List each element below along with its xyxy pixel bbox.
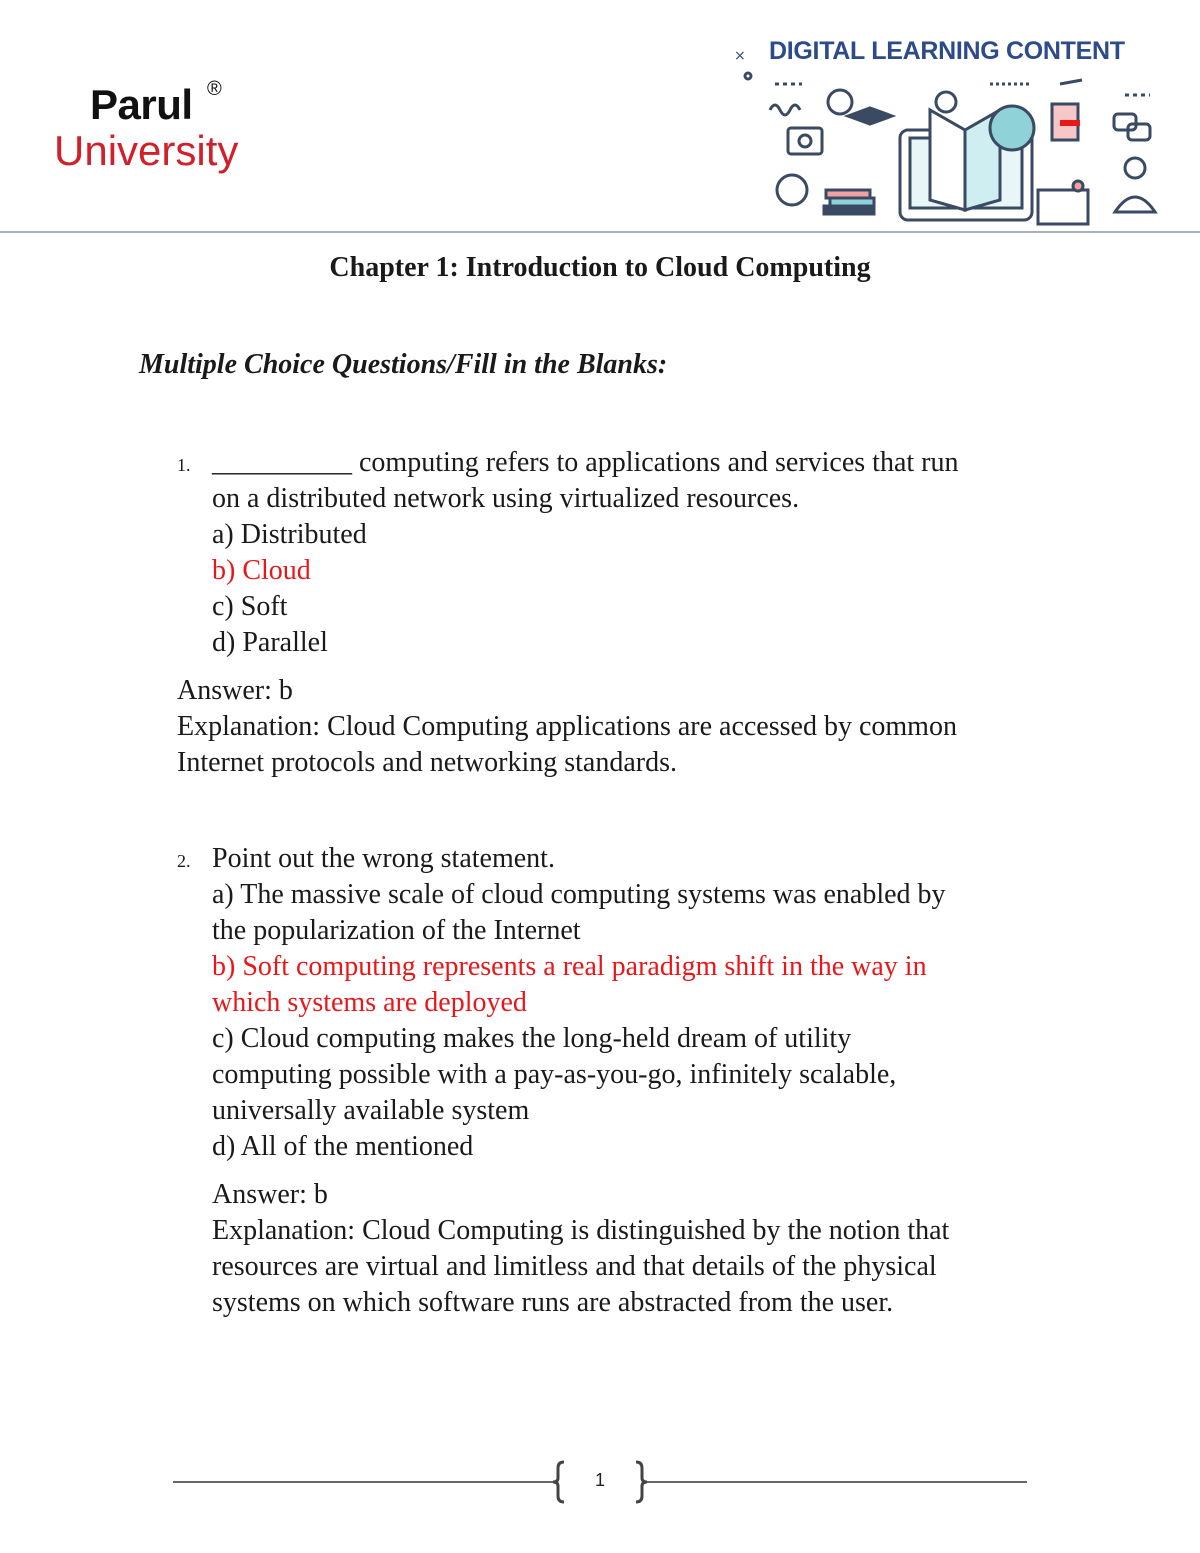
option-d: d) Parallel xyxy=(212,627,328,658)
option-c: c) Cloud computing makes the long-held dream of utility xyxy=(212,1023,852,1054)
footer-rule-left xyxy=(173,1481,555,1483)
explanation-line: resources are virtual and limitless and that details of the physical xyxy=(212,1251,937,1282)
question-stem-line: __________ computing refers to applications and services that run xyxy=(212,447,959,478)
question-stem-line: Point out the wrong statement. xyxy=(212,843,555,874)
logo-mark-icon xyxy=(52,84,90,128)
option-b-correct: b) Soft computing represents a real paradigm shift in the way in xyxy=(212,951,927,982)
option-c: computing possible with a pay-as-you-go, infinitely scalable, xyxy=(212,1059,897,1090)
section-heading: Multiple Choice Questions/Fill in the Blanks: xyxy=(139,349,668,380)
question-1 xyxy=(212,445,958,661)
option-b-correct: which systems are deployed xyxy=(212,987,527,1018)
page-number: 1 xyxy=(594,1470,605,1490)
left-brace-icon xyxy=(550,1460,568,1504)
explanation-line: Internet protocols and networking standards. xyxy=(177,747,677,778)
digital-learning-illustration-icon xyxy=(730,40,1160,230)
question-2 xyxy=(212,841,946,1165)
logo-registered-mark: ® xyxy=(207,78,222,100)
logo-name: Parul xyxy=(90,81,193,128)
answer: Answer: b xyxy=(212,1179,328,1210)
option-b-correct: b) Cloud xyxy=(212,555,311,586)
option-c: c) Soft xyxy=(212,591,288,622)
banner-title: DIGITAL LEARNING CONTENT xyxy=(769,37,1125,65)
answer-block-1 xyxy=(177,673,957,781)
logo-subtitle: University xyxy=(54,127,239,174)
option-c: universally available system xyxy=(212,1095,530,1126)
option-a: a) The massive scale of cloud computing systems was enabled by xyxy=(212,879,946,910)
question-stem-line: on a distributed network using virtualized resources. xyxy=(212,483,800,514)
footer-rule-right xyxy=(645,1481,1027,1483)
question-number: 1. xyxy=(177,455,191,475)
svg-text:×: × xyxy=(734,48,746,64)
explanation-line: systems on which software runs are abstracted from the user. xyxy=(212,1287,894,1318)
option-d: d) All of the mentioned xyxy=(212,1131,474,1162)
answer-block-2 xyxy=(212,1177,949,1321)
answer: Answer: b xyxy=(177,675,293,706)
right-brace-icon xyxy=(632,1460,650,1504)
chapter-title: Chapter 1: Introduction to Cloud Computing xyxy=(329,252,871,283)
explanation-line: Explanation: Cloud Computing applications are accessed by common xyxy=(177,711,957,742)
explanation-line: Explanation: Cloud Computing is distinguished by the notion that xyxy=(212,1215,950,1246)
header-divider xyxy=(0,231,1200,233)
option-a: the popularization of the Internet xyxy=(212,915,581,946)
question-number: 2. xyxy=(177,851,191,871)
option-a: a) Distributed xyxy=(212,519,367,550)
